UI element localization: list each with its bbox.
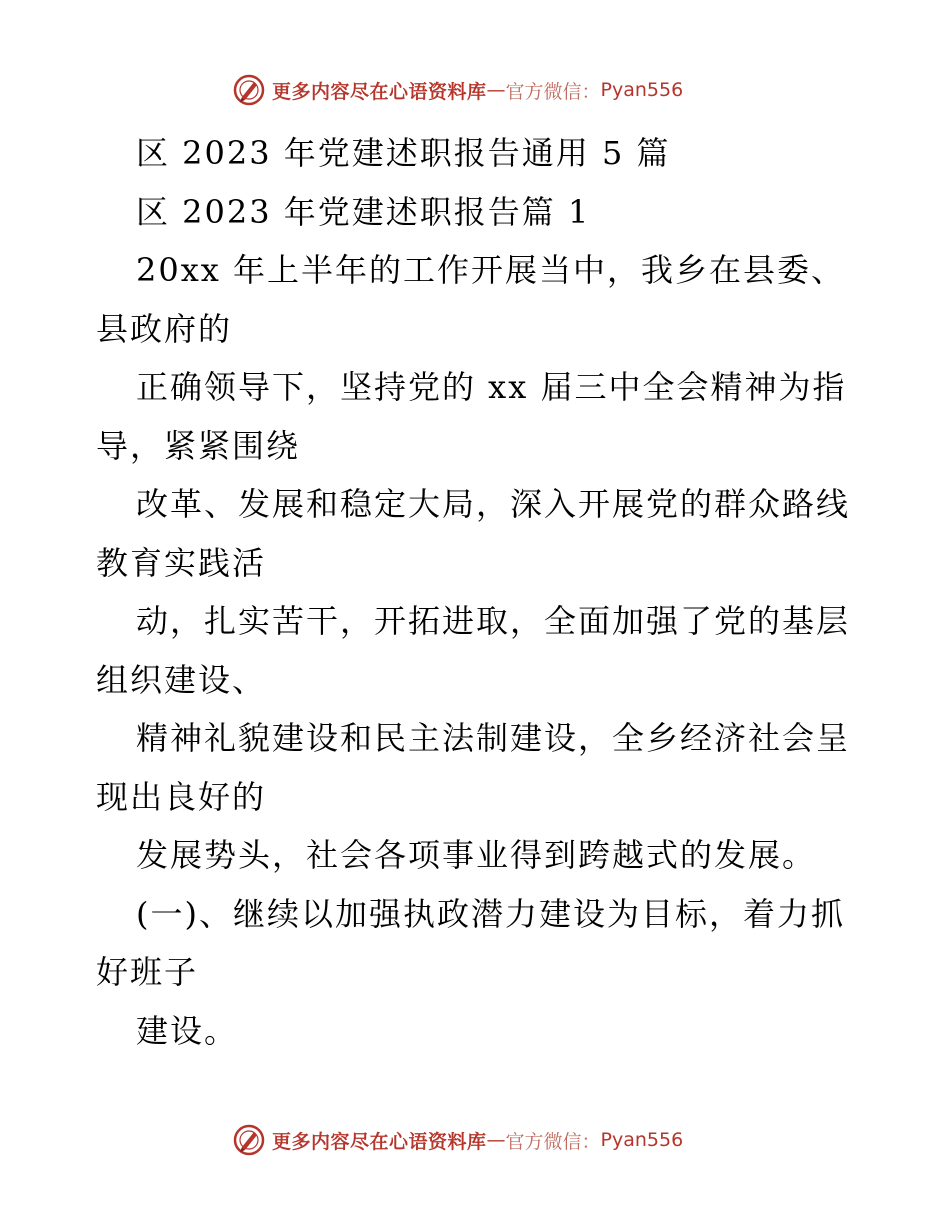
watermark-title: 更多内容尽在心语资料库 — [272, 80, 487, 103]
watermark-separator: — — [486, 1129, 506, 1151]
section-heading: 区 2023 年党建述职报告篇 1 — [136, 192, 591, 231]
paragraph-line: 建设。 — [136, 1011, 239, 1050]
paragraph-line: 改革、发展和稳定大局，深入开展党的群众路线 — [136, 485, 851, 523]
watermark-contact-id: Pyan556 — [600, 1129, 684, 1151]
header-watermark — [232, 72, 752, 108]
paragraph-line: 县政府的 — [96, 309, 233, 348]
paragraph-line: 发展势头，社会各项事业得到跨越式的发展。 — [136, 836, 817, 874]
paragraph-line: (一)、继续以加强执政潜力建设为目标，着力抓 — [136, 894, 845, 933]
paragraph-line: 好班子 — [96, 953, 199, 991]
paragraph-line: 正确领导下，坚持党的 xx 届三中全会精神为指 — [136, 368, 847, 406]
paragraph-line: 现出良好的 — [96, 777, 267, 816]
paragraph-line: 导，紧紧围绕 — [96, 426, 301, 465]
watermark-title: 更多内容尽在心语资料库 — [272, 1130, 487, 1153]
paragraph-line: 组织建设、 — [96, 660, 267, 699]
watermark-contact-label: 官方微信： — [505, 1130, 601, 1153]
pen-nib-logo-icon — [232, 73, 266, 107]
document-title: 区 2023 年党建述职报告通用 5 篇 — [136, 134, 671, 172]
paragraph-line: 教育实践活 — [96, 543, 267, 582]
paragraph-line: 动，扎实苦干，开拓进取，全面加强了党的基层 — [136, 602, 851, 640]
paragraph-line: 精神礼貌建设和民主法制建设，全乡经济社会呈 — [136, 719, 851, 757]
watermark-contact-label: 官方微信： — [505, 80, 601, 103]
watermark-contact-id: Pyan556 — [600, 79, 684, 101]
watermark-separator: — — [486, 79, 506, 101]
document-body — [96, 124, 856, 1060]
footer-watermark — [232, 1122, 752, 1158]
pen-nib-logo-icon — [232, 1123, 266, 1157]
paragraph-line: 20xx 年上半年的工作开展当中，我乡在县委、 — [136, 251, 845, 289]
